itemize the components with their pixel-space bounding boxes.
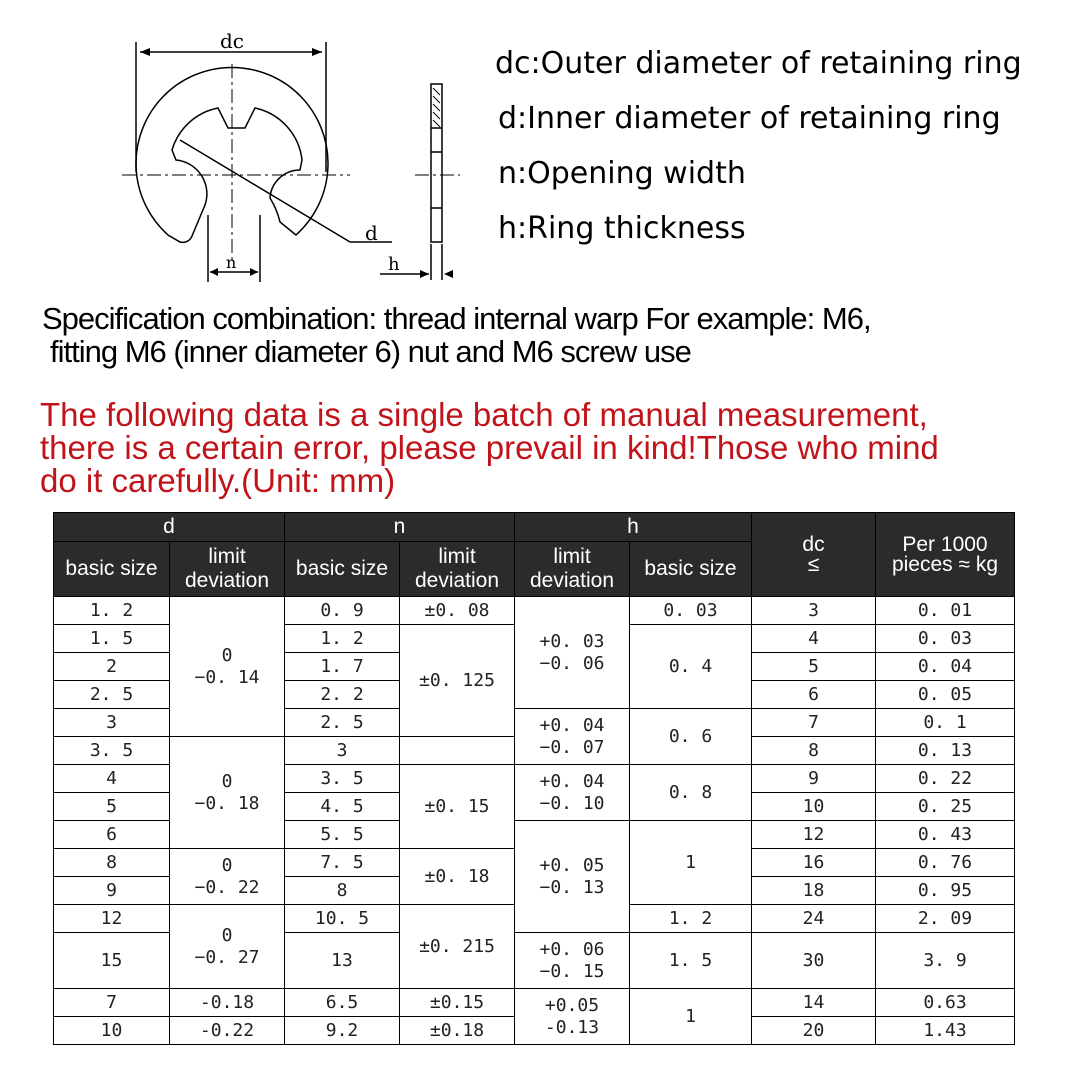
h-label: h xyxy=(388,254,400,275)
n-label: n xyxy=(226,253,237,272)
weight-cell: 0. 22 xyxy=(876,765,1015,793)
n-basic-cell: 4. 5 xyxy=(285,793,400,821)
d-limit-upper: 0 xyxy=(221,644,233,666)
dc-cell: 6 xyxy=(752,681,876,709)
dc-cell: 5 xyxy=(752,653,876,681)
n-basic-cell: 7. 5 xyxy=(285,849,400,877)
weight-cell: 0. 1 xyxy=(876,709,1015,737)
n-basic-cell: 5. 5 xyxy=(285,821,400,849)
retaining-ring-diagram xyxy=(115,30,485,290)
d-limit-cell: -0.18 xyxy=(170,989,285,1017)
weight-cell: 0. 03 xyxy=(876,625,1015,653)
weight-cell: 0. 43 xyxy=(876,821,1015,849)
notice-line-2: there is a certain error, please prevail in kind!Those who mind xyxy=(40,429,939,466)
d-limit-cell xyxy=(170,905,285,989)
header-n-basic: basic size xyxy=(285,542,400,597)
h-limit-upper: +0. 06 xyxy=(539,938,605,960)
h-limit-cell xyxy=(515,933,630,989)
dc-cell: 3 xyxy=(752,597,876,625)
weight-cell: 0. 76 xyxy=(876,849,1015,877)
h-limit-upper: +0. 03 xyxy=(539,630,605,652)
d-basic-cell: 7 xyxy=(54,989,170,1017)
n-limit-cell: ±0. 08 xyxy=(400,597,515,625)
dc-cell: 9 xyxy=(752,765,876,793)
weight-cell: 0. 04 xyxy=(876,653,1015,681)
group-header-h: h xyxy=(515,513,752,542)
d-basic-cell: 1. 5 xyxy=(54,625,170,653)
h-limit-lower: −0. 13 xyxy=(539,876,605,898)
h-limit-lower: −0. 06 xyxy=(539,652,605,674)
weight-cell: 0. 01 xyxy=(876,597,1015,625)
d-basic-cell: 3 xyxy=(54,709,170,737)
weight-cell: 0. 25 xyxy=(876,793,1015,821)
header-weight-line-2: pieces ≈ kg xyxy=(891,552,999,576)
n-limit-cell: ±0.15 xyxy=(400,989,515,1017)
dc-cell: 20 xyxy=(752,1017,876,1045)
dimension-table xyxy=(53,512,1015,1045)
n-basic-cell: 2. 2 xyxy=(285,681,400,709)
d-basic-cell: 3. 5 xyxy=(54,737,170,765)
d-basic-cell: 9 xyxy=(54,877,170,905)
h-limit-upper: +0. 05 xyxy=(539,854,605,876)
h-limit-lower: -0.13 xyxy=(544,1016,600,1038)
header-h-limit: limit deviation xyxy=(515,542,630,597)
dc-cell: 24 xyxy=(752,905,876,933)
d-limit-cell xyxy=(170,737,285,849)
dc-cell: 4 xyxy=(752,625,876,653)
dc-cell: 7 xyxy=(752,709,876,737)
n-basic-cell: 2. 5 xyxy=(285,709,400,737)
header-h-basic: basic size xyxy=(630,542,752,597)
d-basic-cell: 12 xyxy=(54,905,170,933)
measurement-notice xyxy=(40,398,1070,497)
d-limit-lower: −0. 22 xyxy=(194,876,260,898)
legend-item-dc: dc:Outer diameter of retaining ring xyxy=(495,46,1022,81)
d-basic-cell: 10 xyxy=(54,1017,170,1045)
d-basic-cell: 8 xyxy=(54,849,170,877)
h-basic-cell: 0. 4 xyxy=(630,625,752,709)
n-basic-cell: 3. 5 xyxy=(285,765,400,793)
table-row xyxy=(54,597,1015,625)
n-basic-cell: 8 xyxy=(285,877,400,905)
h-limit-lower: −0. 15 xyxy=(539,960,605,982)
dc-cell: 10 xyxy=(752,793,876,821)
header-weight-line-1: Per 1000 xyxy=(902,532,988,556)
dc-cell: 30 xyxy=(752,933,876,989)
h-limit-cell xyxy=(515,765,630,821)
h-limit-upper: +0. 04 xyxy=(539,714,605,736)
h-basic-cell: 0. 6 xyxy=(630,709,752,765)
d-basic-cell: 6 xyxy=(54,821,170,849)
n-basic-cell: 10. 5 xyxy=(285,905,400,933)
d-limit-upper: 0 xyxy=(221,924,233,946)
group-header-n: n xyxy=(285,513,515,542)
h-basic-cell: 1. 5 xyxy=(630,933,752,989)
spec-line-2: fitting M6 (inner diameter 6) nut and M6 screw use xyxy=(50,334,691,369)
d-label: d xyxy=(365,221,378,245)
weight-cell: 0. 13 xyxy=(876,737,1015,765)
n-basic-cell: 3 xyxy=(285,737,400,765)
d-limit-upper: 0 xyxy=(221,854,233,876)
header-dc-label: dc xyxy=(802,532,825,556)
notice-line-1: The following data is a single batch of manual measurement, xyxy=(40,396,928,433)
weight-cell: 3. 9 xyxy=(876,933,1015,989)
dc-cell: 8 xyxy=(752,737,876,765)
d-basic-cell: 5 xyxy=(54,793,170,821)
dimension-legend xyxy=(495,40,1022,260)
h-basic-cell: 1. 2 xyxy=(630,905,752,933)
n-basic-cell: 1. 7 xyxy=(285,653,400,681)
n-limit-cell: ±0. 215 xyxy=(400,905,515,989)
legend-item-d: d:Inner diameter of retaining ring xyxy=(498,101,1001,136)
legend-item-n: n:Opening width xyxy=(498,156,746,191)
weight-cell: 1.43 xyxy=(876,1017,1015,1045)
weight-cell: 0. 95 xyxy=(876,877,1015,905)
legend-item-h: h:Ring thickness xyxy=(498,211,746,246)
header-d-limit: limit deviation xyxy=(170,542,285,597)
d-limit-lower: −0. 14 xyxy=(194,666,260,688)
group-header-d: d xyxy=(54,513,285,542)
d-limit-cell xyxy=(170,849,285,905)
d-limit-cell: -0.22 xyxy=(170,1017,285,1045)
d-basic-cell: 1. 2 xyxy=(54,597,170,625)
table-row xyxy=(54,989,1015,1017)
spec-line-1: Specification combination: thread internal warp For example: M6, xyxy=(42,301,871,336)
header-weight xyxy=(876,513,1015,597)
header-dc xyxy=(752,513,876,597)
n-limit-cell xyxy=(400,737,515,765)
weight-cell: 0.63 xyxy=(876,989,1015,1017)
d-limit-lower: −0. 27 xyxy=(194,946,260,968)
h-limit-upper: +0. 04 xyxy=(539,770,605,792)
h-basic-cell: 1 xyxy=(630,989,752,1045)
n-limit-cell: ±0. 18 xyxy=(400,849,515,905)
notice-line-3: do it carefully.(Unit: mm) xyxy=(40,462,396,499)
header-n-limit: limit deviation xyxy=(400,542,515,597)
n-basic-cell: 13 xyxy=(285,933,400,989)
h-basic-cell: 0. 03 xyxy=(630,597,752,625)
d-basic-cell: 2. 5 xyxy=(54,681,170,709)
n-basic-cell: 9.2 xyxy=(285,1017,400,1045)
dc-cell: 12 xyxy=(752,821,876,849)
h-limit-cell xyxy=(515,709,630,765)
h-limit-upper: +0.05 xyxy=(544,994,600,1016)
h-basic-cell: 1 xyxy=(630,821,752,905)
weight-cell: 0. 05 xyxy=(876,681,1015,709)
n-limit-cell: ±0. 125 xyxy=(400,625,515,737)
d-basic-cell: 2 xyxy=(54,653,170,681)
specification-note xyxy=(42,302,1052,368)
header-dc-symbol: ≤ xyxy=(807,552,820,576)
d-basic-cell: 4 xyxy=(54,765,170,793)
h-basic-cell: 0. 8 xyxy=(630,765,752,821)
weight-cell: 2. 09 xyxy=(876,905,1015,933)
n-limit-cell: ±0. 15 xyxy=(400,765,515,849)
n-basic-cell: 1. 2 xyxy=(285,625,400,653)
n-basic-cell: 0. 9 xyxy=(285,597,400,625)
dc-cell: 18 xyxy=(752,877,876,905)
d-limit-lower: −0. 18 xyxy=(194,792,260,814)
d-basic-cell: 15 xyxy=(54,933,170,989)
h-limit-cell xyxy=(515,821,630,933)
h-limit-cell xyxy=(515,989,630,1045)
n-limit-cell: ±0.18 xyxy=(400,1017,515,1045)
d-limit-cell xyxy=(170,597,285,737)
dc-label: dc xyxy=(220,30,245,53)
n-basic-cell: 6.5 xyxy=(285,989,400,1017)
h-limit-lower: −0. 07 xyxy=(539,736,605,758)
dc-cell: 16 xyxy=(752,849,876,877)
header-d-basic: basic size xyxy=(54,542,170,597)
h-limit-lower: −0. 10 xyxy=(539,792,605,814)
h-limit-cell xyxy=(515,597,630,709)
dc-cell: 14 xyxy=(752,989,876,1017)
d-limit-upper: 0 xyxy=(221,770,233,792)
